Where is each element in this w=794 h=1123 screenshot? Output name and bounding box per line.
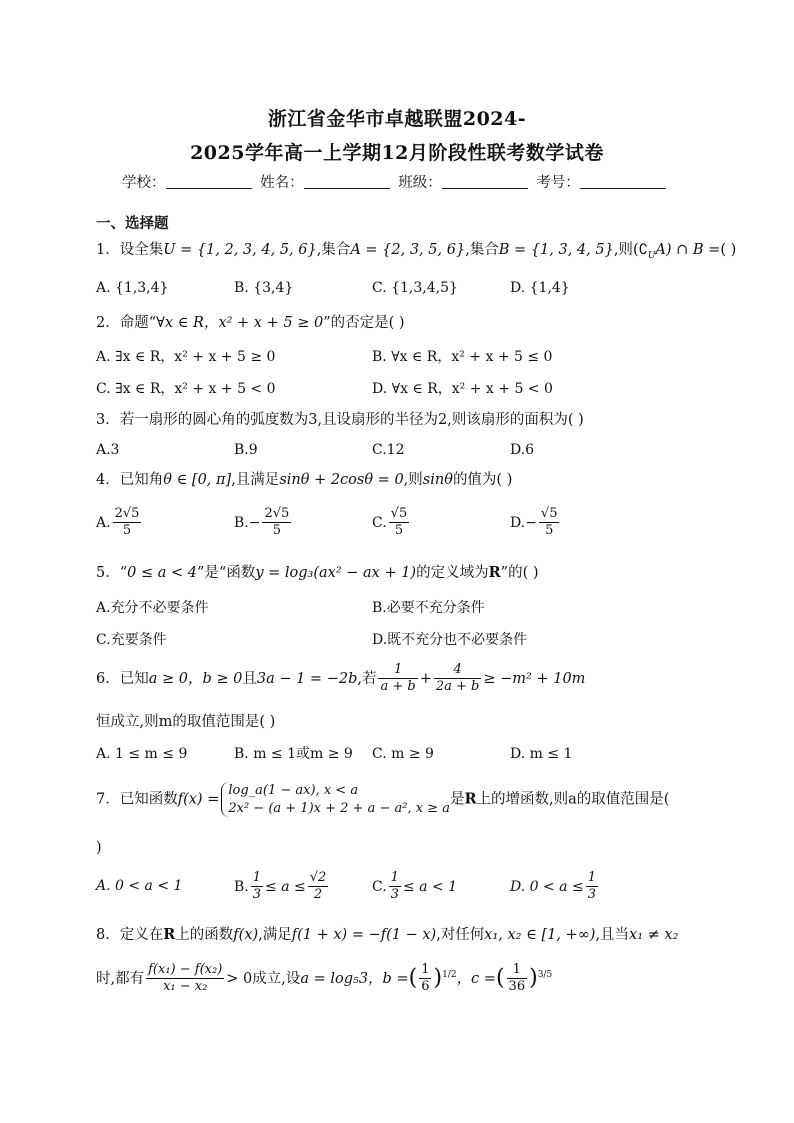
q4-option-c[interactable]: C. $\frac{√5}{5}$ xyxy=(372,506,408,539)
fraction: $\frac{√2}{2}$ xyxy=(309,870,327,903)
q5-option-c[interactable]: C.充要条件 xyxy=(96,632,167,648)
fraction: $\frac{2√5}{5}$ xyxy=(264,506,290,539)
q2-option-c[interactable]: C. ∃x ∈ R，x² + x + 5 < 0 xyxy=(96,381,276,397)
q4-option-d[interactable]: D.− $\frac{√5}{5}$ xyxy=(510,506,558,539)
fraction: $\frac{1}{a + b}$ xyxy=(380,662,416,695)
q1-option-a[interactable]: A. {1,3,4} xyxy=(96,280,169,296)
question-2: 2．命题“∀x ∈ R，x² + x + 5 ≥ 0”的否定是( ) xyxy=(96,315,405,331)
q2-option-a[interactable]: A. ∃x ∈ R，x² + x + 5 ≥ 0 xyxy=(96,349,276,365)
q1-option-d[interactable]: D. {1,4} xyxy=(510,280,570,296)
q7-option-b[interactable]: B. $\frac{1}{3}$ ≤ a ≤ $\frac{√2}{2}$ xyxy=(234,870,327,903)
q5-option-a[interactable]: A.充分不必要条件 xyxy=(96,600,209,616)
fraction: $\frac{1}{36}$ xyxy=(508,962,526,995)
fraction: $\frac{4}{2a + b}$ xyxy=(435,662,480,695)
question-8-cont: 时,都有 $\frac{\text{f(x₁) − f(x₂)}}{\text{x₁ − x₂}}$ > 0成立,设a = log₅3，b =( $\frac{1}{6}$ )$^{1/2}$，c =( $\frac{1}{36}$ )$^{3/5}$ xyxy=(96,962,553,995)
q3-option-a[interactable]: A.3 xyxy=(96,442,120,458)
fraction: $\frac{1}{3}$ xyxy=(252,870,262,903)
fraction: $\frac{\text{f(x₁) − f(x₂)}}{\text{x₁ − x₂}}$ xyxy=(148,962,223,995)
q7-option-c[interactable]: C. $\frac{1}{3}$ ≤ a < 1 xyxy=(372,870,458,903)
section-heading: 一、选择题 xyxy=(96,216,169,232)
class-label: 班级： xyxy=(398,175,442,191)
school-field[interactable] xyxy=(166,174,252,189)
name-label: 姓名： xyxy=(260,175,304,191)
question-7-cont: ) xyxy=(96,840,102,856)
q6-option-b[interactable]: B. m ≤ 1或m ≥ 9 xyxy=(234,746,353,762)
q3-option-d[interactable]: D.6 xyxy=(510,442,535,458)
q2-option-b[interactable]: B. ∀x ∈ R，x² + x + 5 ≤ 0 xyxy=(372,349,553,365)
q5-option-d[interactable]: D.既不充分也不必要条件 xyxy=(372,632,528,648)
name-field[interactable] xyxy=(304,174,390,189)
exam-title-line1: 浙江省金华市卓越联盟2024- xyxy=(267,108,527,130)
q6-option-d[interactable]: D. m ≤ 1 xyxy=(510,746,573,762)
number-label: 考号： xyxy=(536,175,580,191)
fraction: $\frac{√5}{5}$ xyxy=(390,506,408,539)
fraction: $\frac{1}{3}$ xyxy=(390,870,399,903)
class-field[interactable] xyxy=(442,174,528,189)
question-5: 5．“0 ≤ a < 4”是“函数y = log₃(ax² − ax + 1)的定义域为R”的( ) xyxy=(96,564,539,581)
q1-option-c[interactable]: C. {1,3,4,5} xyxy=(372,280,458,296)
q5-option-b[interactable]: B.必要不充分条件 xyxy=(372,600,485,616)
school-label: 学校： xyxy=(122,175,166,191)
q4-option-b[interactable]: B.− $\frac{2√5}{5}$ xyxy=(234,506,290,539)
question-3: 3．若一扇形的圆心角的弧度数为3,且设扇形的半径为2,则该扇形的面积为( ) xyxy=(96,412,584,428)
question-6: 6．已知a ≥ 0，b ≥ 0且3a − 1 = −2b,若 $\frac{1}{a + b}$ + $\frac{4}{2a + b}$ ≥ −m² + 10m xyxy=(96,662,586,695)
q4-option-a[interactable]: A. $\frac{2√5}{5}$ xyxy=(96,506,140,539)
q1-option-b[interactable]: B. {3,4} xyxy=(234,280,294,296)
q7-option-d[interactable]: D. 0 < a ≤ $\frac{1}{3}$ xyxy=(510,870,596,903)
fraction: $\frac{1}{6}$ xyxy=(421,962,430,995)
student-info-row xyxy=(122,171,670,192)
question-6-cont: 恒成立,则m的取值范围是( ) xyxy=(96,714,276,730)
number-field[interactable] xyxy=(580,174,666,189)
piecewise-brace: log_a(1 − ax), x < a 2x² − (a + 1)x + 2 + a − a², x ≥ a xyxy=(221,782,450,817)
exam-title-line2: 2025学年高一上学期12月阶段性联考数学试卷 xyxy=(190,142,604,164)
question-4: 4．已知角θ ∈ [0, π],且满足sinθ + 2cosθ = 0,则sinθ的值为( ) xyxy=(96,472,513,488)
q7-option-a[interactable]: A. 0 < a < 1 xyxy=(96,878,183,894)
q2-option-d[interactable]: D. ∀x ∈ R，x² + x + 5 < 0 xyxy=(372,381,553,397)
question-8: 8．定义在R上的函数f(x),满足f(1 + x) = −f(1 − x),对任何x₁, x₂ ∈ [1, +∞),且当x₁ ≠ x₂ xyxy=(96,926,679,943)
q3-option-c[interactable]: C.12 xyxy=(372,442,405,458)
q6-option-c[interactable]: C. m ≥ 9 xyxy=(372,746,434,762)
fraction: $\frac{2√5}{5}$ xyxy=(114,506,140,539)
fraction: $\frac{√5}{5}$ xyxy=(540,506,558,539)
question-1: 1．设全集U = {1, 2, 3, 4, 5, 6},集合A = {2, 3, 5, 6},集合B = {1, 3, 4, 5},则$(∁_UA)$ ∩ B =( ) xyxy=(96,242,737,261)
question-7: 7．已知函数f(x) = log_a(1 − ax), x < a 2x² − (a + 1)x + 2 + a − a², x ≥ a 是R上的增函数,则a的取值范围是( xyxy=(96,783,670,816)
q6-option-a[interactable]: A. 1 ≤ m ≤ 9 xyxy=(96,746,188,762)
q3-option-b[interactable]: B.9 xyxy=(234,442,258,458)
fraction: $\frac{1}{3}$ xyxy=(587,870,596,903)
